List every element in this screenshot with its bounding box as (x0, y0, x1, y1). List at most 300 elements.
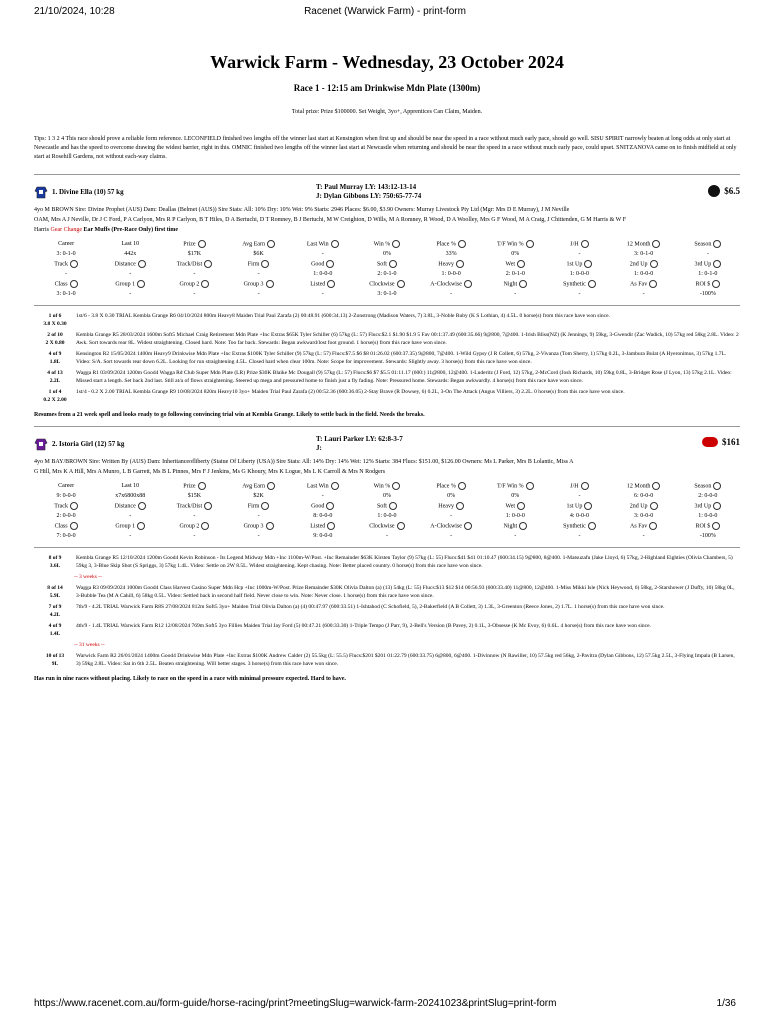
stat-value: 1: 0-1-0 (698, 271, 718, 277)
stat-label-text: J/H (570, 241, 579, 248)
stat-value: - (65, 271, 68, 277)
info-icon[interactable] (517, 502, 525, 510)
stat-value: 9: 0-0-0 (313, 533, 333, 539)
run-description: Wagga R3 09/09/2024 1000m Good4 Class Harvest Casino Super Mdn Hcp +Inc 1000m-W/Post. Prize Remainder $30K Olivia Dalton (a) (13) 54kg (L: 55) Flucs:$13 $12 $14 00:56.93 (600:33.40) 11@800, 12@400. 1-Miss Mikki Isle (Nick Heywood, 6) 58kg, 2-Starshower (J Duffy, 10) 58kg 0L, 3-Bubble Tea (M A Cahill, 6) 58kg 0.5L. Video: Settled back in second half field. Never close to win. Note: Never close. 1 horse(s) from this race have won since. (76, 585, 735, 599)
runner-header (34, 181, 740, 203)
info-icon[interactable] (397, 522, 405, 530)
stat-label-text: Season (694, 483, 712, 490)
info-icon[interactable] (326, 502, 334, 510)
info-icon[interactable] (517, 260, 525, 268)
stat-label (547, 259, 611, 269)
runner-owners: G Hill, Mrs K A Hill, Mrs A Munro, L B Garrett, Ms B L Pinnes, Mrs F J Jenkins, Ms G Khoury, Mrs K Logue, Ms L K Carroll & Mrs N Rodgers (34, 469, 386, 475)
stat-label (227, 481, 291, 491)
info-icon[interactable] (650, 502, 658, 510)
stat-label-text: Clockwise (369, 281, 395, 288)
stat-label (227, 259, 291, 269)
info-icon[interactable] (458, 482, 466, 490)
info-icon[interactable] (261, 502, 269, 510)
run-position (34, 369, 76, 385)
stat-label (291, 279, 355, 289)
spell-marker: -- 3 weeks -- (74, 574, 102, 580)
stat-label (612, 279, 676, 289)
stat-label (419, 259, 483, 269)
info-icon[interactable] (331, 240, 339, 248)
divider (34, 305, 740, 306)
stat-label (98, 521, 162, 531)
runner-header (34, 433, 740, 455)
bookmaker-icon[interactable] (708, 185, 720, 197)
stat-value: 3: 0-1-0 (634, 251, 654, 257)
runner-odds (708, 185, 740, 197)
run-position (34, 554, 76, 570)
stat-label (547, 239, 611, 249)
trainer-jockey (316, 435, 403, 453)
stat-label-text: Heavy (438, 261, 454, 268)
owners-tail: Harris (34, 227, 49, 233)
stat-value: - (193, 271, 196, 277)
stat-value: - (321, 291, 324, 297)
run-description: Warwick Farm R2 26/01/2024 1400m Good4 Drinkwise Mdn Plate +Inc Extras $100K Andrew Calder (2) 55.5kg (L: 55.5) Flucs:$201 $201 01:22.79 (600:33.75) 6@800, 6@400. 1-Divinnow (N Rawiller, 10) 57.5kg red 56kg, 2-Pavitra (Dylan Gibbons, 12) 57.5kg 2.5L, 3-Flying Impala (B Larsen, 3) 59kg 2.8L. Video: Sat in 6th 2.5L. Beaten straightening. Will better stages. 3 horse(s) from this race have won since. (76, 653, 735, 667)
info-icon[interactable] (204, 260, 212, 268)
gear-change-badge: Gear Change (50, 227, 82, 233)
info-icon[interactable] (70, 280, 78, 288)
stat-label (355, 279, 419, 289)
runner-number-name: 1. Divine Ella (52, 188, 93, 196)
stats-label-row (34, 481, 740, 491)
stat-label (162, 239, 226, 249)
stat-label (419, 521, 483, 531)
stat-label-text: 1st Up (566, 261, 583, 268)
info-icon[interactable] (588, 280, 596, 288)
jockey: J: (316, 444, 322, 452)
stat-label-text: 3rd Up (694, 503, 712, 510)
stat-label-text: Night (503, 281, 518, 288)
run-placing: 7 of 9 (48, 604, 62, 610)
info-icon[interactable] (70, 260, 78, 268)
stat-label (483, 501, 547, 511)
stat-label-text: Group 3 (243, 523, 264, 530)
run-margin: 2 X 0.80 (45, 340, 65, 346)
stat-label-text: Synthetic (563, 523, 586, 530)
run-margin: 4.2L (49, 612, 61, 618)
info-icon[interactable] (138, 502, 146, 510)
stat-value: - (450, 291, 453, 297)
stat-label (612, 239, 676, 249)
info-icon[interactable] (649, 280, 657, 288)
stat-label-text: Last 10 (121, 241, 140, 247)
stats-label-row (34, 259, 740, 269)
stats-value-row (34, 531, 740, 541)
run-margin: 1.4L (49, 631, 61, 637)
stat-label (547, 279, 611, 289)
stat-label-text: Track (54, 503, 68, 510)
stat-label (547, 501, 611, 511)
run-placing: 2 of 10 (47, 332, 63, 338)
stat-label-text: Last Win (306, 483, 329, 490)
info-icon[interactable] (198, 482, 206, 490)
runner-barrier-weight: (12) 57 kg (94, 440, 125, 448)
info-icon[interactable] (519, 280, 527, 288)
info-icon[interactable] (70, 502, 78, 510)
run-position (34, 584, 76, 600)
print-url[interactable]: https://www.racenet.com.au/form-guide/horse-racing/print?meetingSlug=warwick-farm-20241023&printSlug=print-form (34, 998, 557, 1009)
stat-label-text: Night (503, 523, 518, 530)
stat-label-text: T/F Win % (496, 241, 524, 248)
stat-value: 2: 0-1-0 (377, 271, 397, 277)
stat-label-text: Career (58, 241, 75, 247)
stat-value: 33% (445, 251, 457, 257)
stat-value: 1: 0-0-0 (441, 271, 461, 277)
stat-label (34, 259, 98, 269)
info-icon[interactable] (137, 280, 145, 288)
stat-label-text: Heavy (438, 503, 454, 510)
stat-value: 1: 0-0-0 (634, 271, 654, 277)
stat-label (291, 481, 355, 491)
info-icon[interactable] (456, 260, 464, 268)
info-icon[interactable] (652, 482, 660, 490)
info-icon[interactable] (261, 260, 269, 268)
run-placing: 1 of 4 (48, 389, 62, 395)
stat-label (291, 501, 355, 511)
stat-value: -100% (699, 533, 716, 539)
info-icon[interactable] (649, 522, 657, 530)
stat-label (483, 239, 547, 249)
stat-label (483, 259, 547, 269)
stat-label-text: Place % (436, 241, 456, 248)
stat-value: 8: 0-0-0 (313, 513, 333, 519)
stat-label-text: Distance (114, 503, 136, 510)
race-prize: Total prize: Prize $100000. Set Weight, 3yo+, Apprentices Can Claim, Maiden. (291, 109, 483, 115)
info-icon[interactable] (267, 240, 275, 248)
info-icon[interactable] (138, 260, 146, 268)
stat-label-text: 2nd Up (629, 261, 648, 268)
info-icon[interactable] (201, 522, 209, 530)
stat-value: - (257, 271, 260, 277)
stat-value: 0% (447, 493, 456, 499)
info-icon[interactable] (650, 260, 658, 268)
runner-details (34, 205, 740, 235)
info-icon[interactable] (584, 502, 592, 510)
stat-label (355, 481, 419, 491)
run-position (34, 652, 76, 668)
stat-value: 0% (382, 251, 391, 257)
trainer: T: Lauri Parker LY: 62:8-3-7 (316, 435, 403, 443)
trainer: T: Paul Murray LY: 143:12-13-14 (316, 183, 417, 191)
stat-label-text: Career (58, 483, 75, 489)
info-icon[interactable] (392, 240, 400, 248)
run-description: Wagga R1 03/09/2024 1200m Good4 Wagga Rd Club Super Mdn Plate (LR) Prize $30K Blaike Mc Dougall (9) 57kg (L: 57) Flucs:$6 $7 $5.5 01:11.17 (600:) 11@800, 12@400. 1-Luderitz (J Ford, 12) 57kg, 2-McCord (Josh Richards, 10) 59kg 0.8L, 3-Bridget Rose (J Lyon, 13) 57kg 2.1L. Video: Missed start a length. Set back 2nd last. Still at/a of flows straightening. Steered up mega and pressured home to finish just a fly fading. Note: Pressured home. Stewards: Began awkwardly. 4 horse(s) from this race have won since. (76, 370, 732, 384)
stat-value: 6: 0-0-0 (634, 493, 654, 499)
stat-label-text: Group 2 (179, 523, 200, 530)
info-icon[interactable] (266, 522, 274, 530)
info-icon[interactable] (464, 522, 472, 530)
stat-value: 1: 0-0-0 (569, 271, 590, 277)
stat-label-text: Distance (114, 261, 136, 268)
run-history (34, 554, 740, 668)
stat-label (419, 279, 483, 289)
run-position (34, 331, 76, 347)
stat-label (547, 521, 611, 531)
info-icon[interactable] (389, 502, 397, 510)
info-icon[interactable] (526, 240, 534, 248)
stat-label-text: Soft (376, 503, 387, 510)
run-history (34, 312, 740, 404)
stat-value: 7: 0-0-0 (56, 533, 76, 539)
stat-label (291, 259, 355, 269)
runner-name[interactable] (52, 440, 124, 448)
run-margin: 1.8L (49, 359, 61, 365)
gear-detail: Ear Muffs (Pre-Race Only) first time (83, 227, 179, 233)
stat-label (227, 521, 291, 531)
run-row (34, 312, 740, 328)
stat-label (612, 259, 676, 269)
run-position (34, 312, 76, 328)
stat-label-text: Win % (373, 483, 391, 490)
info-icon[interactable] (137, 522, 145, 530)
stat-label-text: Good (311, 503, 325, 510)
run-row (34, 603, 740, 619)
info-icon[interactable] (713, 482, 721, 490)
stat-label (676, 239, 740, 249)
stat-value: - (514, 291, 517, 297)
runner-barrier-weight: (10) 57 kg (94, 188, 124, 196)
stat-label (355, 501, 419, 511)
spell-marker: -- 31 weeks -- (74, 642, 105, 648)
run-description: 1st/6 - 3.8 X 0.30 TRIAL Kembla Grange R6 04/10/2024 800m Heavy8 Maiden Trial Paul Zarafa (2) 00:48.91 (600:34.13) 2-Zonstrong (Madison Waters, 7) 3.8L, 3-Noble Ruby (K S Lothian, 4) 4.5L. 0 horse(s) from this race have won since. (76, 313, 610, 319)
bookmaker-icon[interactable] (702, 437, 718, 447)
info-icon[interactable] (327, 522, 335, 530)
stat-label (34, 279, 98, 289)
stat-value: 442x (124, 251, 137, 257)
runner-name[interactable] (52, 188, 124, 196)
runner-comment: Has run in nine races without placing. Likely to race on the speed in a race with minimal pressure expected. Hard to have. (34, 676, 346, 682)
runner-number-name: 2. Istoria Girl (52, 440, 94, 448)
run-placing: 8 of 9 (48, 555, 62, 561)
stat-label-text: Class (54, 281, 68, 288)
stat-label-text: Group 1 (115, 281, 136, 288)
stat-label (483, 481, 547, 491)
runner-breeding: 4yo M BAY/BROWN Sire: Written By (AUS) Dam: Inheritanceofliberty (Statue Of Liberty (USA)) Sire Stats: All: 14% Dry: 14% Wet: 12% Starts: 384 Flucs: $151.00, $126.00 Owners: Ms L Parker, Mrs B Lolantic, Miss A (34, 459, 574, 465)
stat-label-text: Group 3 (243, 281, 264, 288)
stat-label (162, 521, 226, 531)
stats-label-row (34, 501, 740, 511)
info-icon[interactable] (327, 280, 335, 288)
info-icon[interactable] (526, 482, 534, 490)
stat-label (355, 521, 419, 531)
info-icon[interactable] (713, 260, 721, 268)
stats-value-row (34, 491, 740, 501)
stat-label (419, 239, 483, 249)
stat-value: - (129, 533, 132, 539)
info-icon[interactable] (652, 240, 660, 248)
stat-value: $6K (253, 251, 264, 257)
info-icon[interactable] (266, 280, 274, 288)
info-icon[interactable] (581, 482, 589, 490)
stat-label (34, 481, 98, 491)
stat-label (162, 259, 226, 269)
run-row (34, 584, 740, 600)
stat-label-text: 12 Month (626, 241, 651, 248)
runner-owners: OAM, Mrs A J Neville, Dr J C Ford, P A Carlyon, Mrs R P Carlyon, B T Hiles, D A Bertuchi, D T Romney, B J Bertuchi, M W Creighton, D Wills, M A Romney, R Wood, D A Woolley, Mrs G F Wood, M A Craig, J Chittenden, G M Harris & W F (34, 217, 627, 223)
stat-label-text: A-Clockwise (430, 523, 462, 530)
stat-label-text: Avg Earn (242, 483, 265, 490)
run-placing: 10 of 13 (45, 653, 65, 659)
stat-label (34, 521, 98, 531)
stats-value-row (34, 289, 740, 299)
stat-value: - (450, 533, 453, 539)
divider (34, 426, 740, 427)
info-icon[interactable] (464, 280, 472, 288)
divider (34, 174, 740, 175)
runner-breeding: 4yo M BROWN Sire: Divine Prophet (AUS) Dam: Deallas (Belmet (AUS)) Sire Stats: All: 10% Dry: 10% Wet: 9% Starts: 2946 Places: $6.00, $3.90 Owners: Murray Livestock Pty Ltd (Mgr: Mrs D E Murray), J M Neville (34, 207, 570, 213)
stat-label-text: Track (54, 261, 68, 268)
info-icon[interactable] (204, 502, 212, 510)
info-icon[interactable] (581, 240, 589, 248)
print-doc-title: Racenet (Warwick Farm) - print-form (304, 6, 466, 17)
stat-value: - (321, 493, 324, 499)
stat-label-text: Group 2 (179, 281, 200, 288)
stat-value: 2: 0-0-0 (698, 493, 718, 499)
stat-value: $2K (253, 493, 264, 499)
stat-label-text: Good (311, 261, 325, 268)
stat-label (419, 501, 483, 511)
stat-value: - (706, 251, 709, 257)
runners-list (34, 174, 740, 682)
info-icon[interactable] (267, 482, 275, 490)
stat-label (676, 259, 740, 269)
stat-label-text: Soft (376, 261, 387, 268)
info-icon[interactable] (201, 280, 209, 288)
run-placing: 4 of 9 (48, 623, 62, 629)
stat-label (612, 481, 676, 491)
stat-label-text: Last 10 (121, 483, 140, 489)
stat-label-text: Win % (373, 241, 391, 248)
stat-value: - (193, 533, 196, 539)
info-icon[interactable] (397, 280, 405, 288)
stat-label (612, 501, 676, 511)
jockey: J: Dylan Gibbons LY: 750:65-77-74 (316, 192, 422, 200)
info-icon[interactable] (519, 522, 527, 530)
info-icon[interactable] (326, 260, 334, 268)
run-row (34, 331, 740, 347)
stat-label-text: Track/Dist (176, 503, 203, 510)
run-description: 1st/4 - 0.2 X 2.00 TRIAL Kembla Grange R9 10/08/2024 820m Heavy10 3yo+ Maiden Trial Paul Zarafa (2) 00:52.36 (600:36.05) 2-Stay Brave (R Dowsey, 6) 0.2L, 3-On The Attack (Angus Villiers, 3) 2.2L. 0 horse(s) from this race have won since. (76, 389, 625, 395)
stat-label-text: ROI $ (695, 523, 711, 530)
run-description: 7th/9 - 4.2L TRIAL Warwick Farm R8S 27/08/2024 812m Soft5 3yo+ Maiden Trial Olivia Dalton (a) (4) 00:47.97 (600:33.51) 1-Ishtahod (C Schofield, 5), 2-Bakerfield (A B Collett, 3) 1.3L, 3-Greenton (Reece Jones, 2) 1.7L. 1 horse(s) from this race have won since. (76, 604, 665, 610)
race-title: Race 1 - 12:15 am Drinkwise Mdn Plate (1300m) (293, 83, 481, 93)
info-icon[interactable] (70, 522, 78, 530)
info-icon[interactable] (713, 240, 721, 248)
stat-value: - (257, 533, 260, 539)
run-position (34, 622, 76, 638)
info-icon[interactable] (713, 502, 721, 510)
stat-label (98, 501, 162, 511)
stat-label-text: Avg Earn (242, 241, 265, 248)
stat-label (162, 481, 226, 491)
gear-line (34, 225, 740, 235)
stats-table (34, 481, 740, 541)
stat-value: 3: 0-0-0 (634, 513, 654, 519)
stat-label-text: Wet (505, 261, 516, 268)
silks-icon (34, 185, 48, 199)
stat-label (162, 279, 226, 289)
run-row (34, 622, 740, 638)
stat-label (676, 521, 740, 531)
stat-label (676, 481, 740, 491)
info-icon[interactable] (331, 482, 339, 490)
stat-value: 0% (511, 493, 520, 499)
stats-label-row (34, 279, 740, 289)
stat-value: - (578, 291, 581, 297)
stat-value: 3: 0-1-0 (377, 291, 397, 297)
stat-label (291, 239, 355, 249)
run-margin: 3.6L (49, 563, 61, 569)
stat-label (98, 481, 162, 491)
info-icon[interactable] (588, 522, 596, 530)
stat-label (98, 279, 162, 289)
stat-label-text: Last Win (306, 241, 329, 248)
info-icon[interactable] (392, 482, 400, 490)
stat-value: 1: 0-0-0 (698, 513, 718, 519)
stat-value: - (578, 533, 581, 539)
run-description: Kembla Grange R5 12/10/2024 1200m Good4 Kevin Robinson - Its Legend Midway Mdn +Inc 1100m-W/Post. +Inc Remainder $63K Kirsten Taylor (9) 57kg (L: 55) Flucs:$41 $41 01:10.47 (600:34.15) 9@800, 8@400. 1-Matsuzafu (Jake Lloyd, 6) 57kg, 2-Highland Eighties (Olivia Chambers, 5) 59kg 3, 3-Blue Skip Shot (S Spriggs, 3) 57kg 1.4L. Video: Settle on 2W 8.5L. Widest straightening. Kept chasing. Note: Better placed country. 0 horse(s) from this race have won since. (76, 555, 733, 569)
run-placing: 4 of 13 (47, 370, 63, 376)
stat-label-text: T/F Win % (496, 483, 524, 490)
stat-label-text: Synthetic (563, 281, 586, 288)
stat-label (547, 481, 611, 491)
stat-label-text: Class (54, 523, 68, 530)
stat-value: - (193, 513, 196, 519)
stat-value: x7x6800x88 (115, 493, 146, 499)
stat-label-text: Season (694, 241, 712, 248)
race-tips: Tips: 1 3 2 4 This race should prove a reliable form reference. LECONFIELD finished two lengths off the winner last start at Kensington when first up and should be near the speed in a race without much early pace, should go well. SISU SPIRIT narrowly beaten at long odds at only start at Newcastle and has the speed to overcome drawing the widest barrier, right in this. OMNIC finished two lengths off the winner last start at Newcastle when returning and should be near the speed in a race without much early pace, could upset. SNITZANOVA came on to finish midfield at only start at Rosehill Gardens, not without each-way claims. (34, 136, 737, 160)
run-margin: 2.2L (49, 378, 61, 384)
trainer-jockey (316, 183, 421, 201)
stat-value: - (257, 513, 260, 519)
divider (34, 547, 740, 548)
stat-value: 0% (511, 251, 520, 257)
info-icon[interactable] (389, 260, 397, 268)
stats-label-row (34, 521, 740, 531)
stat-value: $15K (187, 493, 202, 499)
info-icon[interactable] (198, 240, 206, 248)
run-position (34, 388, 76, 404)
info-icon[interactable] (712, 280, 720, 288)
stat-label (355, 239, 419, 249)
stat-label-text: Track/Dist (176, 261, 203, 268)
stat-value: - (193, 291, 196, 297)
stat-value: - (129, 271, 132, 277)
stat-label-text: Listed (310, 523, 326, 530)
stat-value: $17K (187, 251, 202, 257)
stat-label-text: 12 Month (626, 483, 651, 490)
odds-value: $6.5 (724, 186, 740, 196)
info-icon[interactable] (712, 522, 720, 530)
stat-label (483, 521, 547, 531)
run-row (34, 350, 740, 366)
stat-value: 2: 0-1-0 (505, 271, 525, 277)
stat-label (34, 239, 98, 249)
info-icon[interactable] (458, 240, 466, 248)
form-guide (34, 28, 740, 690)
info-icon[interactable] (584, 260, 592, 268)
info-icon[interactable] (456, 502, 464, 510)
page-number: 1/36 (716, 998, 736, 1009)
stat-label (419, 481, 483, 491)
stat-value: - (129, 513, 132, 519)
stat-label-text: 2nd Up (629, 503, 648, 510)
stat-label-text: ROI $ (695, 281, 711, 288)
